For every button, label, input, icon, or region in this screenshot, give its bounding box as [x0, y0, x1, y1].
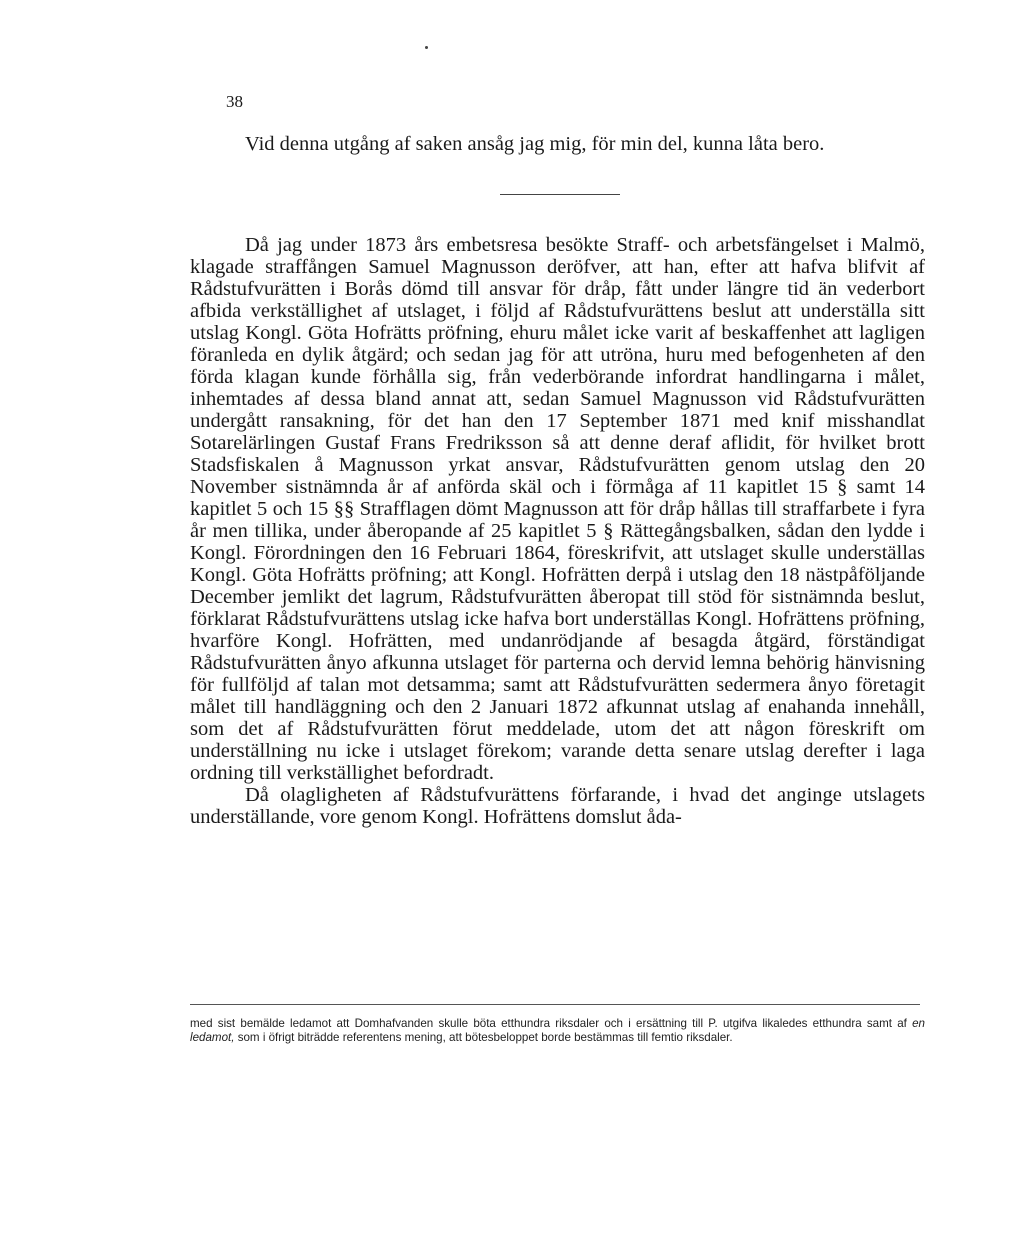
- page-number: 38: [226, 92, 243, 111]
- paragraph-3-text: Då olagligheten af Rådstufvurättens förfarande, i hvad det anginge utslagets underställande, vore genom Kongl. Hofrättens domslut åda-: [190, 784, 925, 828]
- paragraph-2: [190, 234, 925, 828]
- print-speck: [425, 46, 428, 49]
- paragraph-2-text: Då jag under 1873 års embetsresa besökte Straff- och arbetsfängelset i Malmö, klagade straffången Samuel Magnusson deröfver, att han, efter att hafva blifvit af Rådstufvurätten i Borås dömd till ansvar för dråp, fått under längre tid än vederbort afbida verkställighet af utslaget, i följd af Rådstufvurättens beslut att underställa sitt utslag Kongl. Göta Hofrätts pröfning, ehuru målet icke varit af beskaffenhet att lagligen föranleda en dylik åtgärd; och sedan jag för att utröna, huru med befogenheten af den förda klagan kunde förhålla sig, från vederbörande infordrat handlingarna i målet, inhemtades af dessa bland annat att, sedan Samuel Magnusson vid Rådstufvurätten undergått ransakning, för det han den 17 September 1871 med knif misshandlat Sotarelärlingen Gustaf Frans Fredriksson så att denne deraf aflidit, för hvilket brott Stadsfiskalen å Magnusson yrkat ansvar, Rådstufvurätten genom utslag den 20 November sistnämnda år af anförda skäl och i förmåga af 11 kapitlet 15 § samt 14 kapitlet 5 och 15 §§ Strafflagen dömt Magnusson att för dråp hållas till straffarbete i fyra år men tillika, under åberopande af 25 kapitlet 5 § Rättegångsbalken, sådan den lydde i Kongl. Förordningen den 16 Februari 1864, föreskrifvit, att utslaget skulle underställas Kongl. Göta Hofrätts pröfning; att Kongl. Hofrätten derpå i utslag den 18 nästpåföljande December jemlikt det lagrum, Rådstufvurätten åberopat till stöd för sistnämnda beslut, förklarat Rådstufvurättens utslag icke hafva bort underställas Kongl. Hofrättens pröfning, hvarföre Kongl. Hofrätten, med undanrödjande af besagda åtgärd, förständigat Rådstufvurätten ånyo afkunna utslaget för parterna och dervid lemna behörig hänvisning för fullföljd af talan mot detsamma; samt att Rådstufvurätten sedermera ånyo företagit målet till handläggning och den 2 Januari 1872 afkunnat utslag af enahanda innehåll, som det af Rådstufvurätten förut meddelade, utom det att någon föreskrift om underställning nu icke i utslaget förekom; varande detta senare utslag derefter i laga ordning till verkställighet befordradt.: [190, 234, 925, 784]
- footnote-text-end: som i öfrigt biträdde referentens mening, att bötesbeloppet borde bestämmas till femtio riksdaler.: [234, 1031, 733, 1044]
- footnote-italic: en ledamot,: [190, 1017, 925, 1044]
- section-divider: [500, 194, 620, 195]
- footnote-divider: [190, 1004, 920, 1005]
- paragraph-1: [190, 133, 925, 155]
- footnote: [190, 1017, 925, 1045]
- footnote-text-start: med sist bemälde ledamot att Domhafvanden skulle böta etthundra riksdaler och i ersättning till P. utgifva likaledes etthundra samt af: [190, 1017, 913, 1030]
- paragraph-1-text: Vid denna utgång af saken ansåg jag mig, för min del, kunna låta bero.: [245, 133, 825, 155]
